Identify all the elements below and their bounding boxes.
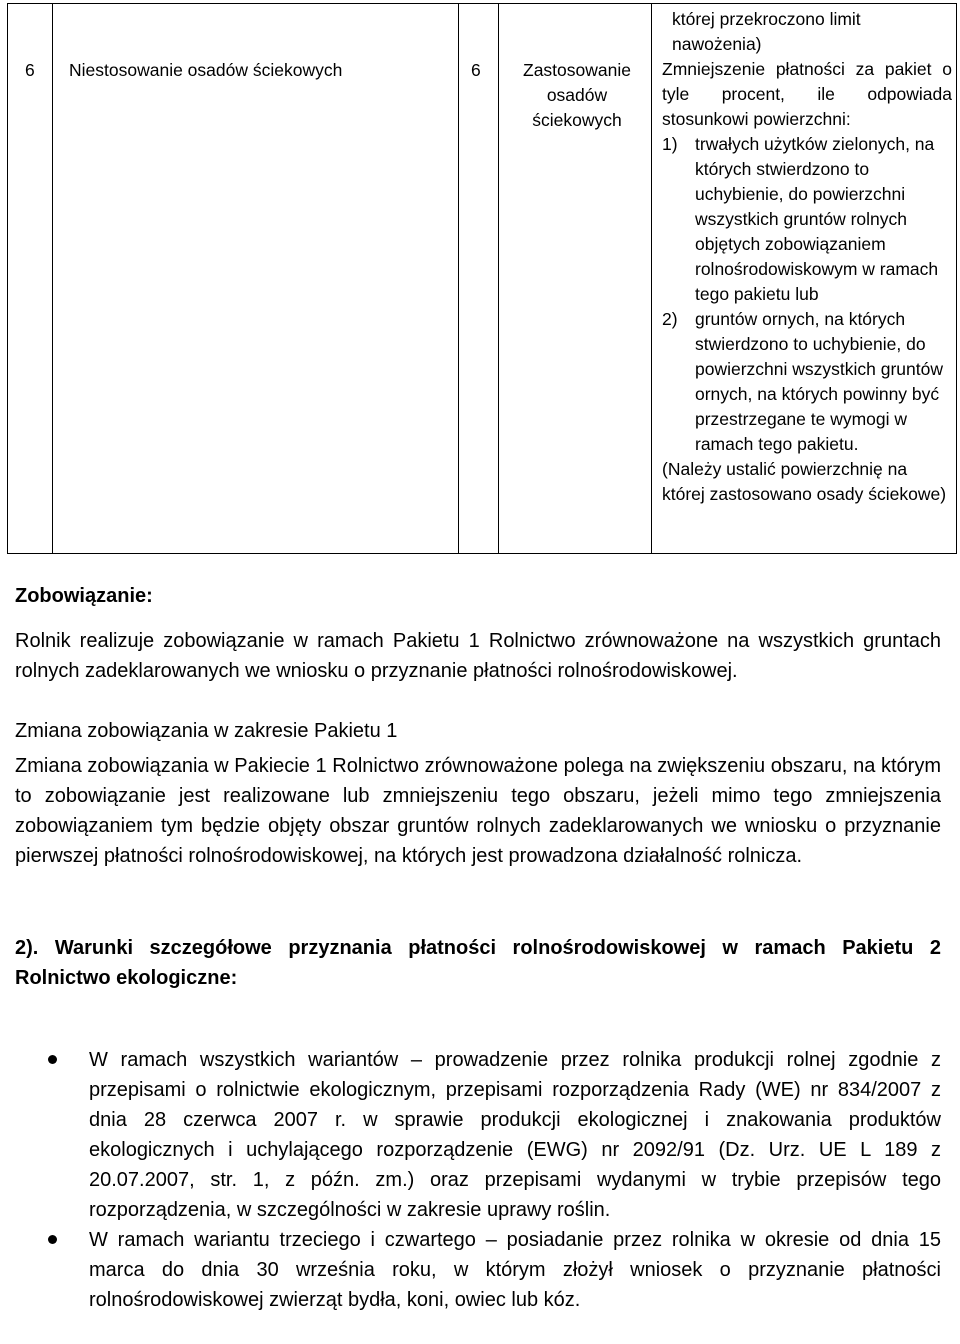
requirement-description: Niestosowanie osadów ściekowych xyxy=(69,60,343,80)
section2-heading: 2). Warunki szczegółowe przyznania płatności rolnośrodowiskowej w ramach Pakietu 2 Rolnictwo ekologiczne: xyxy=(15,937,941,989)
row-number: 6 xyxy=(25,60,35,80)
column-divider xyxy=(498,3,499,554)
commitment-text: Rolnik realizuje zobowiązanie w ramach Pakietu 1 Rolnictwo zrównoważone na wszystkich gruntach rolnych zadeklarowanych we wniosku o przyznanie płatności rolnośrodowiskowej. xyxy=(15,630,941,682)
change-text: Zmiana zobowiązania w Pakiecie 1 Rolnictwo zrównoważone polega na zwiększeniu obszaru, na którym to zobowiązanie jest realizowane lub zmniejszeniu tego obszaru, jeżeli mimo tego zmniejszenia zobowiązaniem tym będzie objęty obszar gruntów rolnych zadeklarowanych we wniosku o przyznanie pierwszej płatności rolnośrodowiskowej, na których jest prowadzona działalność rolnicza. xyxy=(15,755,941,867)
change-heading: Zmiana zobowiązania w zakresie Pakietu 1 xyxy=(15,720,398,742)
column-divider xyxy=(651,3,652,554)
category-name: Zastosowanie osadów ściekowych xyxy=(523,60,631,130)
list-item-text: W ramach wszystkich wariantów – prowadzenie przez rolnika produkcji rolnej zgodnie z przepisami o rolnictwie ekologicznym, przepisami rozporządzenia Rady (WE) nr 834/2007 z dnia 28 czerwca 2007 r. w sprawie produkcji ekologicznej i znakowania produktów ekologicznych i uchylającego rozporządzenie (EWG) nr 2092/91 (Dz. Urz. UE L 189 z 20.07.2007, str. 1, z późn. zm.) oraz przepisami wydanymi w trybie przepisów tego rozporządzenia, w szczególności w zakresie uprawy roślin. xyxy=(89,1049,941,1221)
bullet-icon xyxy=(48,1225,89,1315)
sanction-item-number: 1) xyxy=(662,134,678,154)
list-item xyxy=(48,1225,941,1315)
sanction-item xyxy=(662,132,952,307)
category-number: 6 xyxy=(471,60,481,80)
sanction-item-number: 2) xyxy=(662,309,678,329)
list-item xyxy=(48,1045,941,1225)
sanction-fragment-line: nawożenia) xyxy=(672,34,762,54)
sanction-fragment-line: której przekroczono limit xyxy=(672,9,861,29)
conditions-list xyxy=(48,1045,941,1315)
sanction-item xyxy=(662,307,952,457)
sanction-cell xyxy=(662,7,952,507)
commitment-heading: Zobowiązanie: xyxy=(15,585,153,607)
bullet-icon xyxy=(48,1045,89,1225)
list-item-text: W ramach wariantu trzeciego i czwartego – posiadanie przez rolnika w okresie od dnia 15 marca do dnia 30 września roku, w którym złożył wniosek o przyznanie płatności rolnośrodowiskowej zwierząt bydła, koni, owiec lub kóz. xyxy=(89,1229,941,1311)
sanction-note: (Należy ustalić powierzchnię na której zastosowano osady ściekowe) xyxy=(662,459,947,504)
violations-table xyxy=(7,3,957,554)
sanction-intro: Zmniejszenie płatności za pakiet o tyle procent, ile odpowiada stosunkowi powierzchni: xyxy=(662,59,952,129)
sanction-item-text: trwałych użytków zielonych, na których stwierdzono to uchybienie, do powierzchni wszystkich gruntów rolnych objętych zobowiązaniem rolnośrodowiskowym w ramach tego pakietu lub xyxy=(695,134,939,304)
sanction-item-text: gruntów ornych, na których stwierdzono to uchybienie, do powierzchni wszystkich gruntów ornych, na których powinny być przestrzegane te wymogi w ramach tego pakietu. xyxy=(695,309,944,454)
column-divider xyxy=(52,3,53,554)
column-divider xyxy=(458,3,459,554)
